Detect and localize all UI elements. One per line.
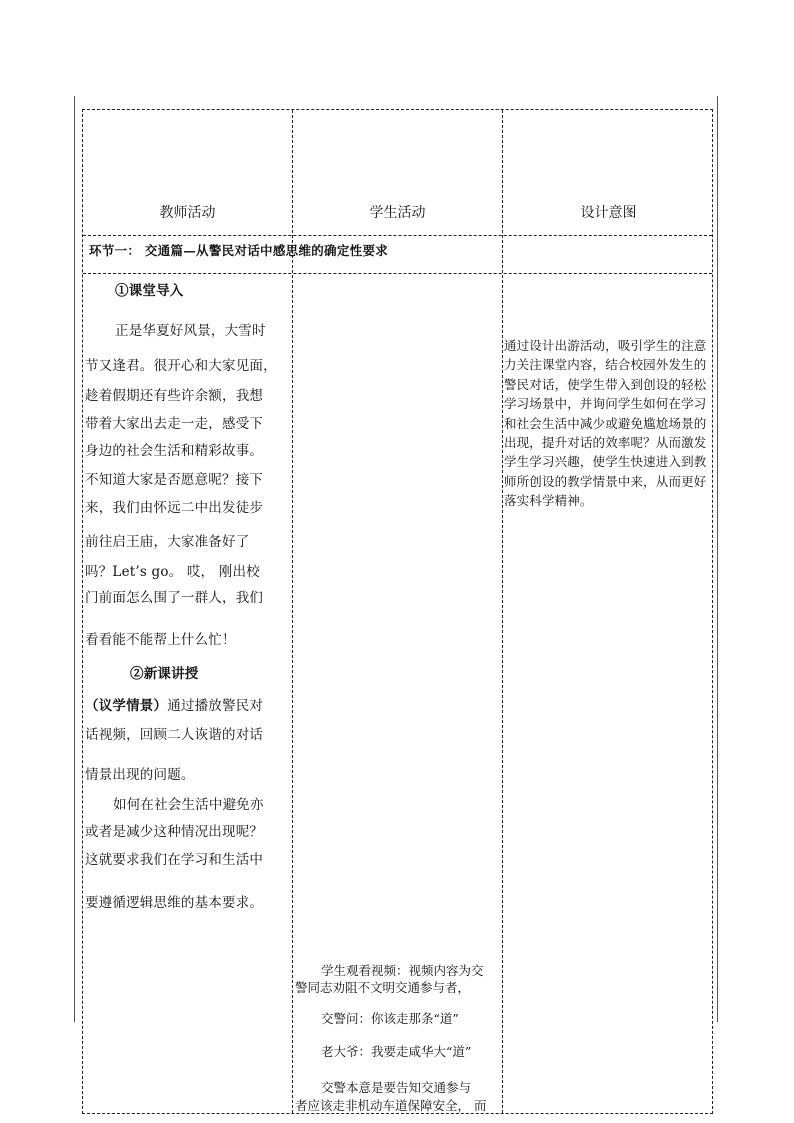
teacher-activity-line: 门前面怎么围了一群人，我们 bbox=[85, 590, 264, 606]
column-divider bbox=[502, 110, 503, 1113]
lesson-plan-table bbox=[82, 109, 713, 1114]
teacher-activity-line: 带着大家出去走一走，感受下 bbox=[85, 416, 264, 432]
student-activity-line: 老大爷：我要走咸华大“道” bbox=[321, 1044, 472, 1059]
teacher-activity-line: ②新课讲授 bbox=[130, 666, 199, 682]
teacher-activity-line: ①课堂导入 bbox=[115, 283, 184, 299]
teacher-activity-line: 身边的社会生活和精彩故事。 bbox=[85, 443, 264, 459]
teacher-activity-line: 情景出现的问题。 bbox=[85, 767, 195, 783]
teacher-activity-line: 要遵循逻辑思维的基本要求。 bbox=[85, 895, 264, 911]
left-margin-rule bbox=[74, 96, 75, 1022]
teacher-activity-line: 或者是减少这种情况出现呢？ bbox=[85, 824, 264, 840]
section-title: 环节一： 交通篇—从警民对话中感思维的确定性要求 bbox=[89, 243, 389, 258]
teacher-activity-line: （议学情景）通过播放警民对 bbox=[85, 698, 264, 714]
student-activity-line: 警同志劝阻不文明交通参与者， bbox=[295, 980, 471, 995]
section-row-divider bbox=[83, 273, 712, 274]
student-activity-line: 学生观看视频：视频内容为交 bbox=[321, 963, 484, 978]
teacher-activity-line: 看看能不能帮上什么忙！ bbox=[85, 632, 236, 648]
student-activity-line: 交警问：你该走那条“道” bbox=[321, 1011, 459, 1026]
header-design-intent: 设计意图 bbox=[580, 205, 637, 221]
teacher-activity-line: 话视频，回顾二人诙谐的对话 bbox=[85, 727, 264, 743]
teacher-activity-line: 来，我们由怀远二中出发徒步 bbox=[85, 500, 264, 516]
teacher-activity-line: 如何在社会生活中避免亦 bbox=[113, 797, 264, 813]
header-teacher-activity: 教师活动 bbox=[159, 205, 216, 221]
teacher-activity-line: 吗？Let’s go。 哎， 刚出校 bbox=[85, 564, 260, 580]
column-divider bbox=[292, 110, 293, 1113]
teacher-activity-line: 趁着假期还有些许余额，我想 bbox=[85, 388, 264, 404]
teacher-activity-line: 节又逢君。很开心和大家见面， bbox=[85, 358, 277, 374]
design-intent-cell: 通过设计出游活动，吸引学生的注意力关注课堂内容，结合校园外发生的警民对话，使学生带入到创设的轻松学习场景中，并询问学生如何在学习和社会生活中减少或避免尴尬场景的出现，提升对话的效率呢？从而激发学生学习兴趣，使学生快速进入到教师所创设的教学情景中来，从而更好落实科学精神。 bbox=[504, 338, 707, 509]
teacher-activity-line: 前往启王庙，大家准备好了 bbox=[85, 534, 250, 550]
header-student-activity: 学生活动 bbox=[369, 205, 426, 221]
teacher-activity-line: 这就要求我们在学习和生活中 bbox=[85, 852, 264, 868]
right-margin-rule bbox=[717, 96, 718, 1022]
teacher-activity-line: 正是华夏好风景，大雪时 bbox=[115, 323, 266, 339]
teacher-activity-line: 不知道大家是否愿意呢？接下 bbox=[85, 472, 264, 488]
student-activity-line: 者应该走非机动车道保障安全， 而 bbox=[295, 1098, 487, 1113]
header-row-divider bbox=[83, 235, 712, 236]
student-activity-line: 交警本意是要告知交通参与 bbox=[321, 1080, 472, 1095]
